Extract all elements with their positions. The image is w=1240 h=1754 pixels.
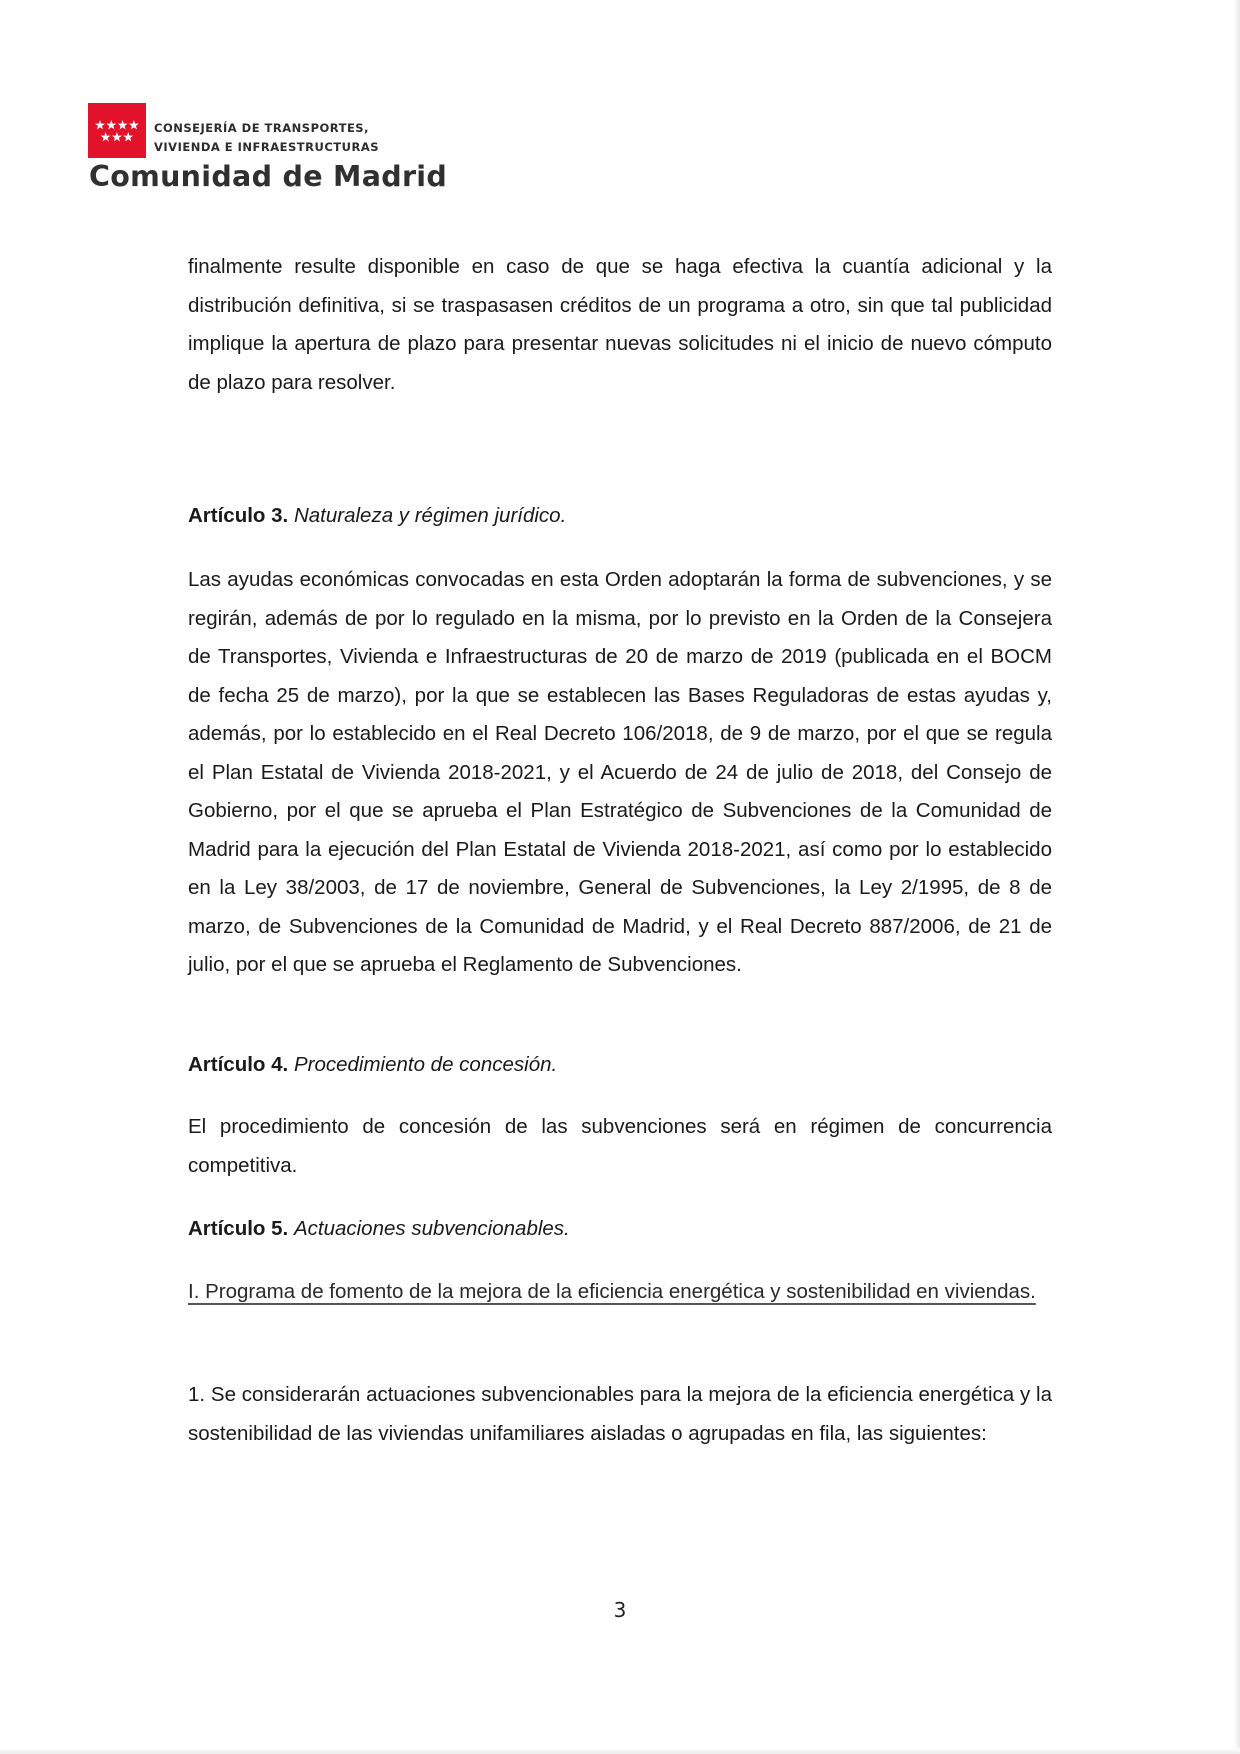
agency-name-line-2: VIVIENDA E INFRAESTRUCTURAS [154,140,379,154]
article-3-paragraph: Las ayudas económicas convocadas en esta Orden adoptarán la forma de subvenciones, y se regirán, además de por lo regulado en la misma, por lo previsto en la Orden de la Consejera de Transportes, Vivienda e Infraestructuras de 20 de marzo de 2019 (publicada en el BOCM de fecha 25 de marzo), por la que se establecen las Bases Reguladoras de estas ayudas y, además, por lo establecido en el Real Decreto 106/2018, de 9 de marzo, por el que se regula el Plan Estatal de Vivienda 2018-2021, y el Acuerdo de 24 de julio de 2018, del Consejo de Gobierno, por el que se aprueba el Plan Estratégico de Subvenciones de la Comunidad de Madrid para la ejecución del Plan Estatal de Vivienda 2018-2021, así como por lo establecido en la Ley 38/2003, de 17 de noviembre, General de Subvenciones, la Ley 2/1995, de 8 de marzo, de Subvenciones de la Comunidad de Madrid, y el Real Decreto 887/2006, de 21 de julio, por el que se aprueba el Reglamento de Subvenciones. [188,568,1052,976]
program-heading: I. Programa de fomento de la mejora de la eficiencia energética y sostenibilidad en viviendas. [188,1280,1036,1303]
article-5-heading [188,1210,1052,1248]
article-4 [188,1046,1052,1084]
article-4-heading [188,1046,1052,1084]
article-3-heading [188,497,1052,535]
page-number: 3 [613,1598,627,1622]
article-5-title: Actuaciones subvencionables. [293,1217,570,1240]
article-4-paragraph: El procedimiento de concesión de las subvenciones será en régimen de concurrencia competitiva. [188,1115,1052,1177]
article-5-section [188,1273,1052,1312]
scan-edge-right [1234,0,1240,1754]
agency-name-line-1: CONSEJERÍA DE TRANSPORTES, [154,121,369,135]
continuation-paragraph: finalmente resulte disponible en caso de que se haga efectiva la cuantía adicional y la distribución definitiva, si se traspasasen créditos de un programa a otro, sin que tal publicidad implique la apertura de plazo para presentar nuevas solicitudes ni el inicio de nuevo cómputo de plazo para resolver. [188,255,1052,394]
article-5 [188,1210,1052,1248]
org-name: Comunidad de Madrid [89,160,448,193]
article-3-title: Naturaleza y régimen jurídico. [293,504,567,527]
continuation-section [188,248,1052,402]
article-5-item [188,1376,1052,1453]
stars-row-top [95,120,139,130]
scan-edge-bottom [0,1748,1240,1754]
article-4-title: Procedimiento de concesión. [293,1053,558,1076]
article-4-label: Artículo 4. [188,1053,289,1076]
agency-name [154,119,379,157]
article-3-body [188,561,1052,985]
article-5-label: Artículo 5. [188,1217,289,1240]
article-4-body [188,1108,1052,1185]
stars-row-bottom [95,132,139,142]
madrid-flag-stars-icon [88,103,146,158]
article-5-item-1: 1. Se considerarán actuaciones subvencionables para la mejora de la eficiencia energética y la sostenibilidad de las viviendas unifamiliares aisladas o agrupadas en fila, las siguientes: [188,1383,1052,1445]
article-3 [188,497,1052,535]
article-3-label: Artículo 3. [188,504,289,527]
